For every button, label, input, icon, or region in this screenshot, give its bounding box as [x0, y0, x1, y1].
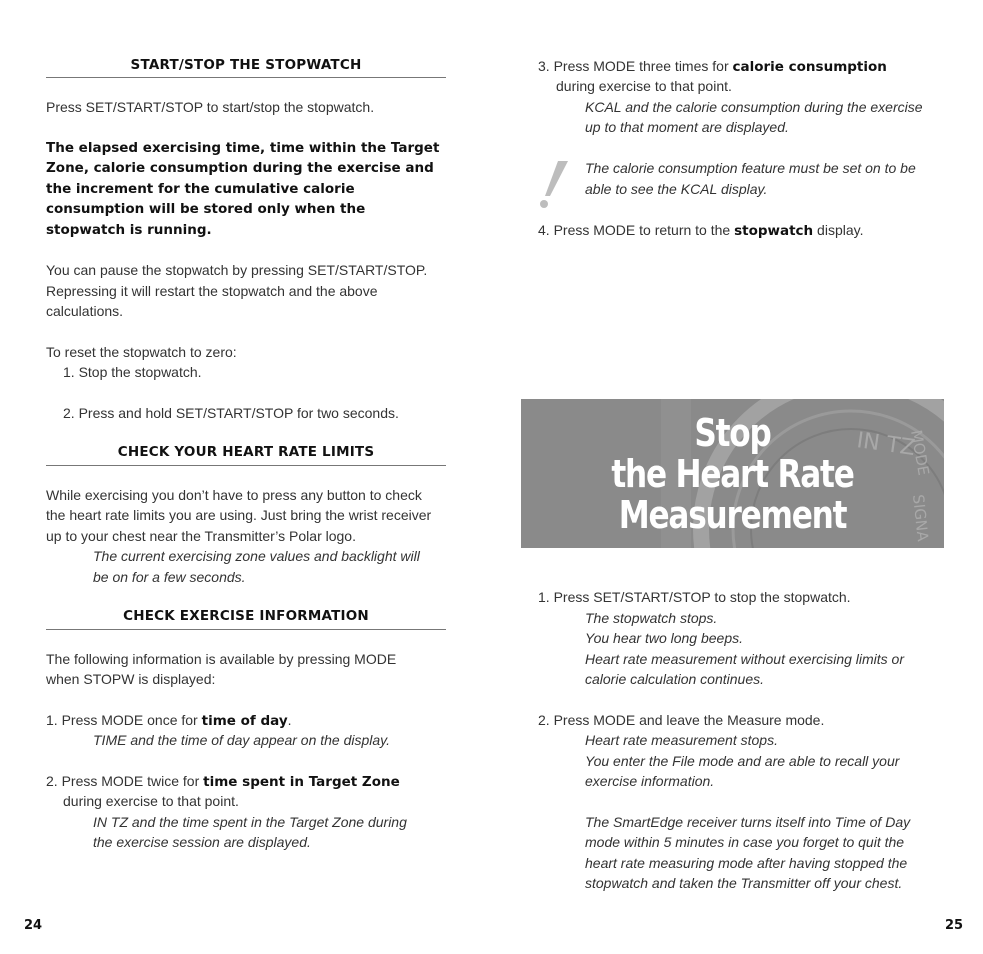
page-number-right: 25: [945, 918, 964, 933]
reset-step: 2. Press and hold SET/START/STOP for two seconds.: [63, 405, 399, 421]
bold-note-line: Zone, calorie consumption during the exercise and: [46, 160, 434, 176]
note-line: able to see the KCAL display.: [585, 181, 768, 197]
smartedge-note: mode within 5 minutes in case you forget to quit the: [585, 834, 905, 850]
italic-result: the exercise session are displayed.: [93, 834, 311, 850]
watch-label: MODE: [907, 428, 933, 477]
reset-step: 1. Stop the stopwatch.: [63, 364, 202, 380]
heading-rule: [46, 465, 446, 466]
paragraph-limits: up to your chest near the Transmitter’s Polar logo.: [46, 528, 356, 544]
watch-label: SIGNA: [909, 493, 932, 543]
italic-result: up to that moment are displayed.: [585, 119, 789, 135]
info-step-2-cont: during exercise to that point.: [63, 793, 239, 809]
paragraph-pause: You can pause the stopwatch by pressing SET/START/STOP.: [46, 262, 428, 278]
italic-result: You enter the File mode and are able to recall your: [585, 753, 900, 769]
italic-result: TIME and the time of day appear on the display.: [93, 732, 391, 748]
italic-result: The current exercising zone values and backlight will: [93, 548, 420, 564]
smartedge-note: stopwatch and taken the Transmitter off your chest.: [585, 875, 903, 891]
italic-result: Heart rate measurement without exercising limits or: [585, 651, 905, 667]
paragraph-info-intro: The following information is available by pressing MODE: [46, 651, 397, 667]
section-banner: [521, 399, 944, 548]
stop-step-2: 2. Press MODE and leave the Measure mode.: [538, 712, 825, 728]
bold-note-line: stopwatch is running.: [46, 222, 212, 238]
italic-result: You hear two long beeps.: [585, 630, 744, 646]
heading-exercise-info: CHECK EXERCISE INFORMATION: [123, 608, 369, 624]
watch-label: IN TZ: [855, 428, 917, 462]
bold-note-line: The elapsed exercising time, time within the Target: [46, 140, 440, 156]
italic-result: calorie calculation continues.: [585, 671, 764, 687]
italic-result: be on for a few seconds.: [93, 569, 246, 585]
bold-note-line: consumption will be stored only when the: [46, 201, 366, 217]
note-line: The calorie consumption feature must be set on to be: [585, 160, 916, 176]
smartedge-note: heart rate measuring mode after having stopped the: [585, 855, 908, 871]
paragraph-limits: While exercising you don’t have to press any button to check: [46, 487, 422, 503]
paragraph-start-stop: Press SET/START/STOP to start/stop the stopwatch.: [46, 99, 375, 115]
italic-result: Heart rate measurement stops.: [585, 732, 778, 748]
paragraph-limits: the heart rate limits you are using. Just bring the wrist receiver: [46, 507, 432, 523]
page-number-left: 24: [24, 918, 43, 933]
info-step-4: 4. Press MODE to return to the stopwatch display.: [538, 222, 864, 239]
italic-result: exercise information.: [585, 773, 715, 789]
info-step-3: 3. Press MODE three times for calorie consumption: [538, 58, 887, 75]
heading-rule: [46, 77, 446, 78]
italic-result: IN TZ and the time spent in the Target Zone during: [93, 814, 407, 830]
exclamation-icon: [536, 158, 570, 210]
paragraph-pause: Repressing it will restart the stopwatch and the above: [46, 283, 378, 299]
info-step-1: 1. Press MODE once for time of day.: [46, 712, 292, 729]
bold-note-line: the increment for the cumulative calorie: [46, 181, 355, 197]
info-step-2: 2. Press MODE twice for time spent in Target Zone: [46, 773, 400, 790]
info-step-3-cont: during exercise to that point.: [556, 78, 732, 94]
heading-rule: [46, 629, 446, 630]
heading-start-stop: START/STOP THE STOPWATCH: [130, 57, 362, 73]
paragraph-pause: calculations.: [46, 303, 124, 319]
italic-result: KCAL and the calorie consumption during the exercise: [585, 99, 923, 115]
reset-intro: To reset the stopwatch to zero:: [46, 344, 237, 360]
heading-heart-rate-limits: CHECK YOUR HEART RATE LIMITS: [117, 444, 375, 460]
smartedge-note: The SmartEdge receiver turns itself into Time of Day: [585, 814, 911, 830]
italic-result: The stopwatch stops.: [585, 610, 718, 626]
paragraph-info-intro: when STOPW is displayed:: [46, 671, 216, 687]
stop-step-1: 1. Press SET/START/STOP to stop the stopwatch.: [538, 589, 851, 605]
banner-title: Stop the Heart Rate Measurement: [611, 411, 854, 537]
